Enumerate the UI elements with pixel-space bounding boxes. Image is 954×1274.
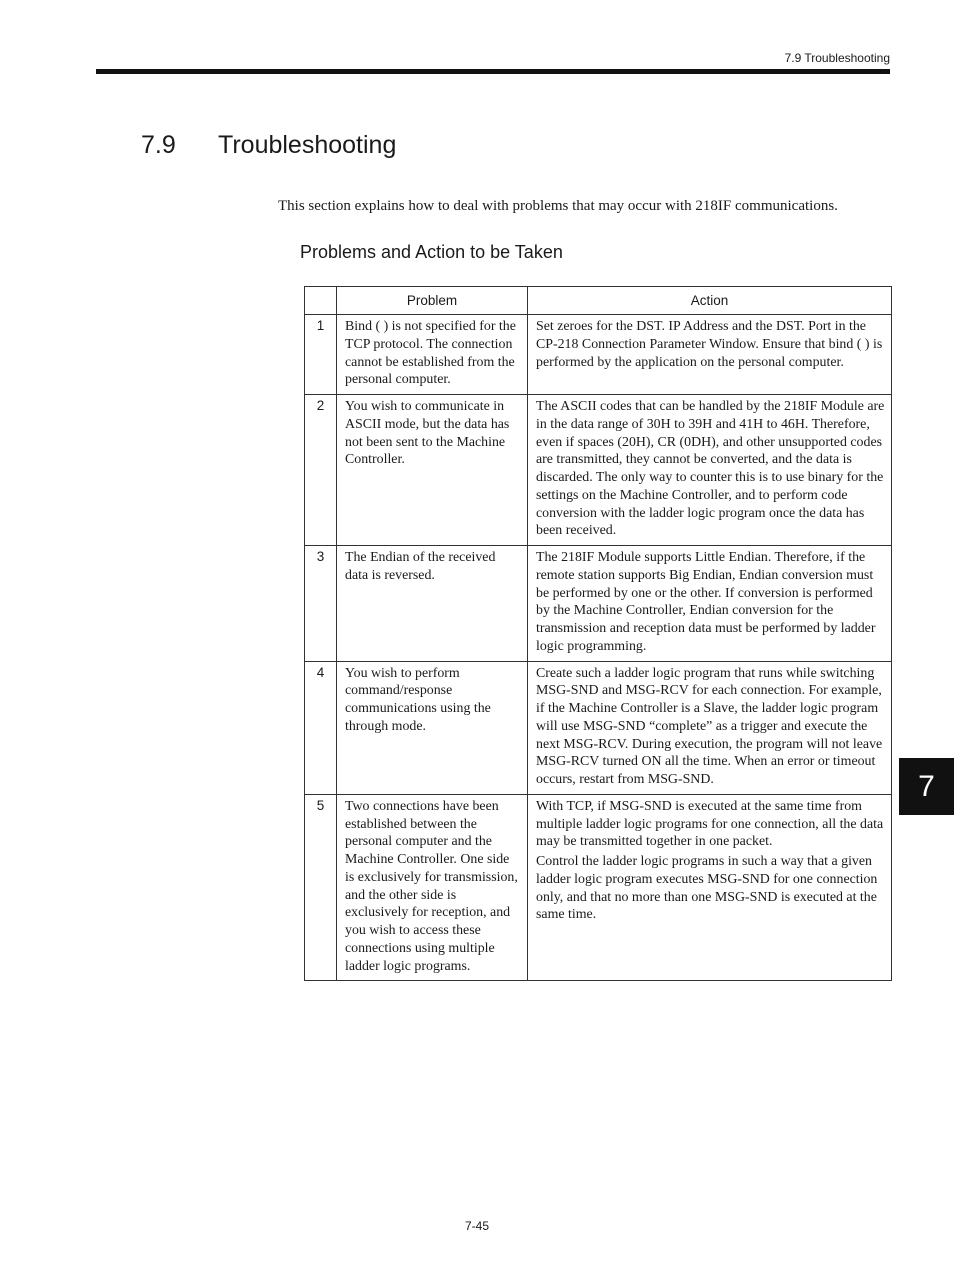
action-paragraph: The 218IF Module supports Little Endian. Therefore, if the remote station supports Big Endian, Endian conversion must be performed by one or the other. If conversion is performed by the Machine Controller, Endian conversion for the transmission and reception data must be performed by ladder logic programming. xyxy=(536,550,876,654)
column-header-problem: Problem xyxy=(337,287,528,315)
header-rule xyxy=(96,69,890,74)
table-row xyxy=(305,661,892,794)
row-number: 3 xyxy=(305,546,337,662)
section-title: Troubleshooting xyxy=(218,131,397,159)
problem-cell: Two connections have been established between the personal computer and the Machine Controller. One side is exclusively for transmission, and the other side is exclusively for reception, and you wish to access these connections using multiple ladder logic programs. xyxy=(337,794,528,981)
troubleshooting-table xyxy=(304,286,892,981)
intro-paragraph: This section explains how to deal with problems that may occur with 218IF communications. xyxy=(278,198,838,214)
table-header-row xyxy=(305,287,892,315)
row-number: 1 xyxy=(305,315,337,395)
problem-cell: Bind ( ) is not specified for the TCP protocol. The connection cannot be established from the personal computer. xyxy=(337,315,528,395)
row-number: 5 xyxy=(305,794,337,981)
column-header-action: Action xyxy=(528,287,892,315)
action-cell xyxy=(528,794,892,981)
column-header-number xyxy=(305,287,337,315)
problem-cell: You wish to perform command/response communications using the through mode. xyxy=(337,661,528,794)
page-number: 7-45 xyxy=(464,1219,490,1233)
subsection-heading: Problems and Action to be Taken xyxy=(300,242,563,262)
row-number: 2 xyxy=(305,395,337,546)
table-body xyxy=(305,315,892,981)
action-cell xyxy=(528,546,892,662)
action-cell xyxy=(528,315,892,395)
table-row xyxy=(305,794,892,981)
table-row xyxy=(305,546,892,662)
row-number: 4 xyxy=(305,661,337,794)
problem-cell: You wish to communicate in ASCII mode, but the data has not been sent to the Machine Controller. xyxy=(337,395,528,546)
action-paragraph: The ASCII codes that can be handled by the 218IF Module are in the data range of 30H to 39H and 41H to 46H. Therefore, even if spaces (20H), CR (0DH), and other unsupported codes are transmitted, they cannot be converted, and the data is discarded. The only way to counter this is to use binary for the settings on the Machine Controller, and to perform code conversion with the ladder logic program once the data has been received. xyxy=(536,399,885,539)
table-row xyxy=(305,395,892,546)
section-heading xyxy=(141,131,396,160)
chapter-tab: 7 xyxy=(899,758,954,815)
action-paragraph: Create such a ladder logic program that runs while switching MSG-SND and MSG-RCV for each connection. For example, if the Machine Controller is a Slave, the ladder logic program will use MSG-SND “complete” as a trigger and execute the next MSG-RCV. During execution, the program will not leave MSG-RCV turned ON all the time. When an error or timeout occurs, restart from MSG-SND. xyxy=(536,665,883,787)
table-row xyxy=(305,315,892,395)
action-cell xyxy=(528,661,892,794)
problem-cell: The Endian of the received data is reversed. xyxy=(337,546,528,662)
action-cell xyxy=(528,395,892,546)
action-paragraph: Control the ladder logic programs in such a way that a given ladder logic program executes MSG-SND for one connection only, and that no more than one MSG-SND is executed at the same time. xyxy=(536,854,878,923)
section-number: 7.9 xyxy=(141,131,176,159)
action-paragraph: Set zeroes for the DST. IP Address and the DST. Port in the CP-218 Connection Parameter Window. Ensure that bind ( ) is performed by the application on the personal computer. xyxy=(536,319,883,370)
action-paragraph: With TCP, if MSG-SND is executed at the same time from multiple ladder logic programs for one connection, all the data may be transmitted together in one packet. xyxy=(536,798,884,850)
running-header: 7.9 Troubleshooting xyxy=(784,51,890,65)
